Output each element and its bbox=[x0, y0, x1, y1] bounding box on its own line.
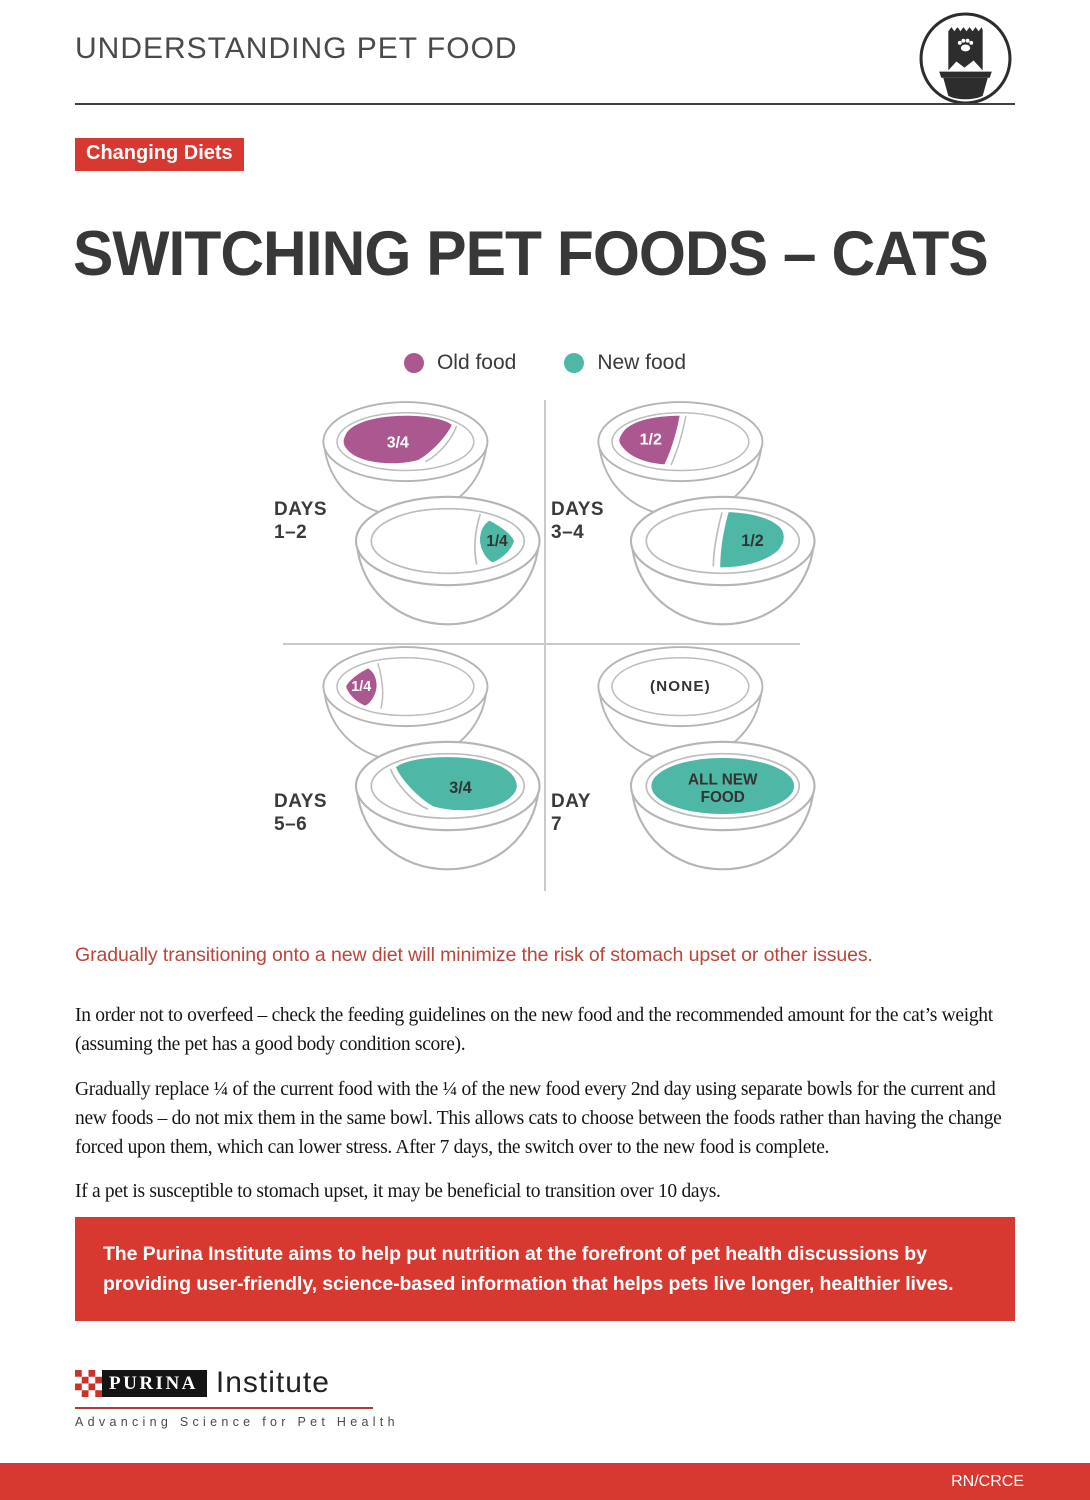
header-divider bbox=[75, 103, 1015, 105]
purina-logo-text: PURINA bbox=[109, 1372, 198, 1394]
new-portion-label-line2: FOOD bbox=[700, 789, 745, 807]
institute-logo-text: Institute bbox=[215, 1366, 330, 1399]
new-food-bowl bbox=[631, 742, 815, 870]
old-portion-label: 1/2 bbox=[639, 431, 662, 449]
page-header-title: UNDERSTANDING PET FOOD bbox=[75, 32, 518, 65]
purina-institute-banner: The Purina Institute aims to help put nutrition at the forefront of pet health discussions by providing user-friendly, science-based information that helps pets live longer, healthier lives. bbox=[75, 1217, 1015, 1321]
paragraph-3: If a pet is susceptible to stomach upset, it may be beneficial to transition over 10 days. bbox=[75, 1181, 721, 1203]
old-portion-label: 3/4 bbox=[386, 434, 409, 452]
new-food-bowl bbox=[631, 497, 815, 625]
old-food-label: Old food bbox=[436, 351, 517, 374]
new-portion-label: 1/2 bbox=[741, 532, 764, 551]
new-portion-label: 1/4 bbox=[486, 533, 508, 551]
paragraph-1: In order not to overfeed – check the feeding guidelines on the new food and the recommended amount for the cat’s weight (assuming the pet has a good body condition score). bbox=[75, 1005, 993, 1056]
logo-red-rule bbox=[75, 1407, 373, 1409]
quadrant-label-day-7: DAY 7 bbox=[551, 791, 591, 836]
quadrant-days-5-6 bbox=[270, 643, 545, 893]
legend bbox=[0, 351, 1090, 375]
section-badge: Changing Diets bbox=[75, 138, 244, 171]
new-food-dot-icon bbox=[564, 353, 584, 373]
red-callout-text: Gradually transitioning onto a new diet will minimize the risk of stomach upset or other issues. bbox=[75, 944, 873, 966]
purina-wordmark bbox=[75, 1370, 207, 1397]
legend-item-new-food bbox=[564, 351, 686, 375]
quadrant-label-days-3-4: DAYS 3–4 bbox=[551, 499, 605, 544]
footer-code: RN/CRCE bbox=[951, 1472, 1024, 1490]
new-portion-label-line1: ALL NEW bbox=[688, 771, 758, 789]
page-title: SWITCHING PET FOODS – CATS bbox=[73, 219, 988, 289]
quadrant-day-7 bbox=[545, 643, 820, 893]
paragraph-2: Gradually replace ¼ of the current food with the ¼ of the new food every 2nd day using separate bowls for the current and new foods – do not mix them in the same bowl. This allows cats to choose between the foods rather than having the change forced upon them, which can lower stress. After 7 days, the switch over to the new food is complete. bbox=[75, 1078, 1002, 1158]
purina-institute-logo bbox=[75, 1366, 399, 1429]
new-food-bowl bbox=[356, 742, 540, 870]
quadrant-label-days-1-2: DAYS 1–2 bbox=[274, 499, 328, 544]
legend-item-old-food bbox=[404, 351, 516, 375]
old-portion-label: (NONE) bbox=[649, 678, 711, 696]
transition-diagram bbox=[270, 398, 820, 893]
purina-checkerboard-icon bbox=[75, 1370, 102, 1397]
new-portion-label: 3/4 bbox=[449, 778, 472, 797]
quadrant-label-days-5-6: DAYS 5–6 bbox=[274, 791, 328, 836]
old-portion-label: 1/4 bbox=[351, 679, 372, 696]
new-food-label: New food bbox=[597, 351, 687, 374]
body-copy bbox=[75, 1001, 1015, 1222]
old-food-dot-icon bbox=[404, 353, 424, 373]
logo-tagline: Advancing Science for Pet Health bbox=[75, 1415, 399, 1429]
footer-bar bbox=[0, 1463, 1090, 1500]
pet-food-bag-bowl-icon bbox=[918, 11, 1013, 106]
new-food-bowl bbox=[356, 497, 540, 625]
